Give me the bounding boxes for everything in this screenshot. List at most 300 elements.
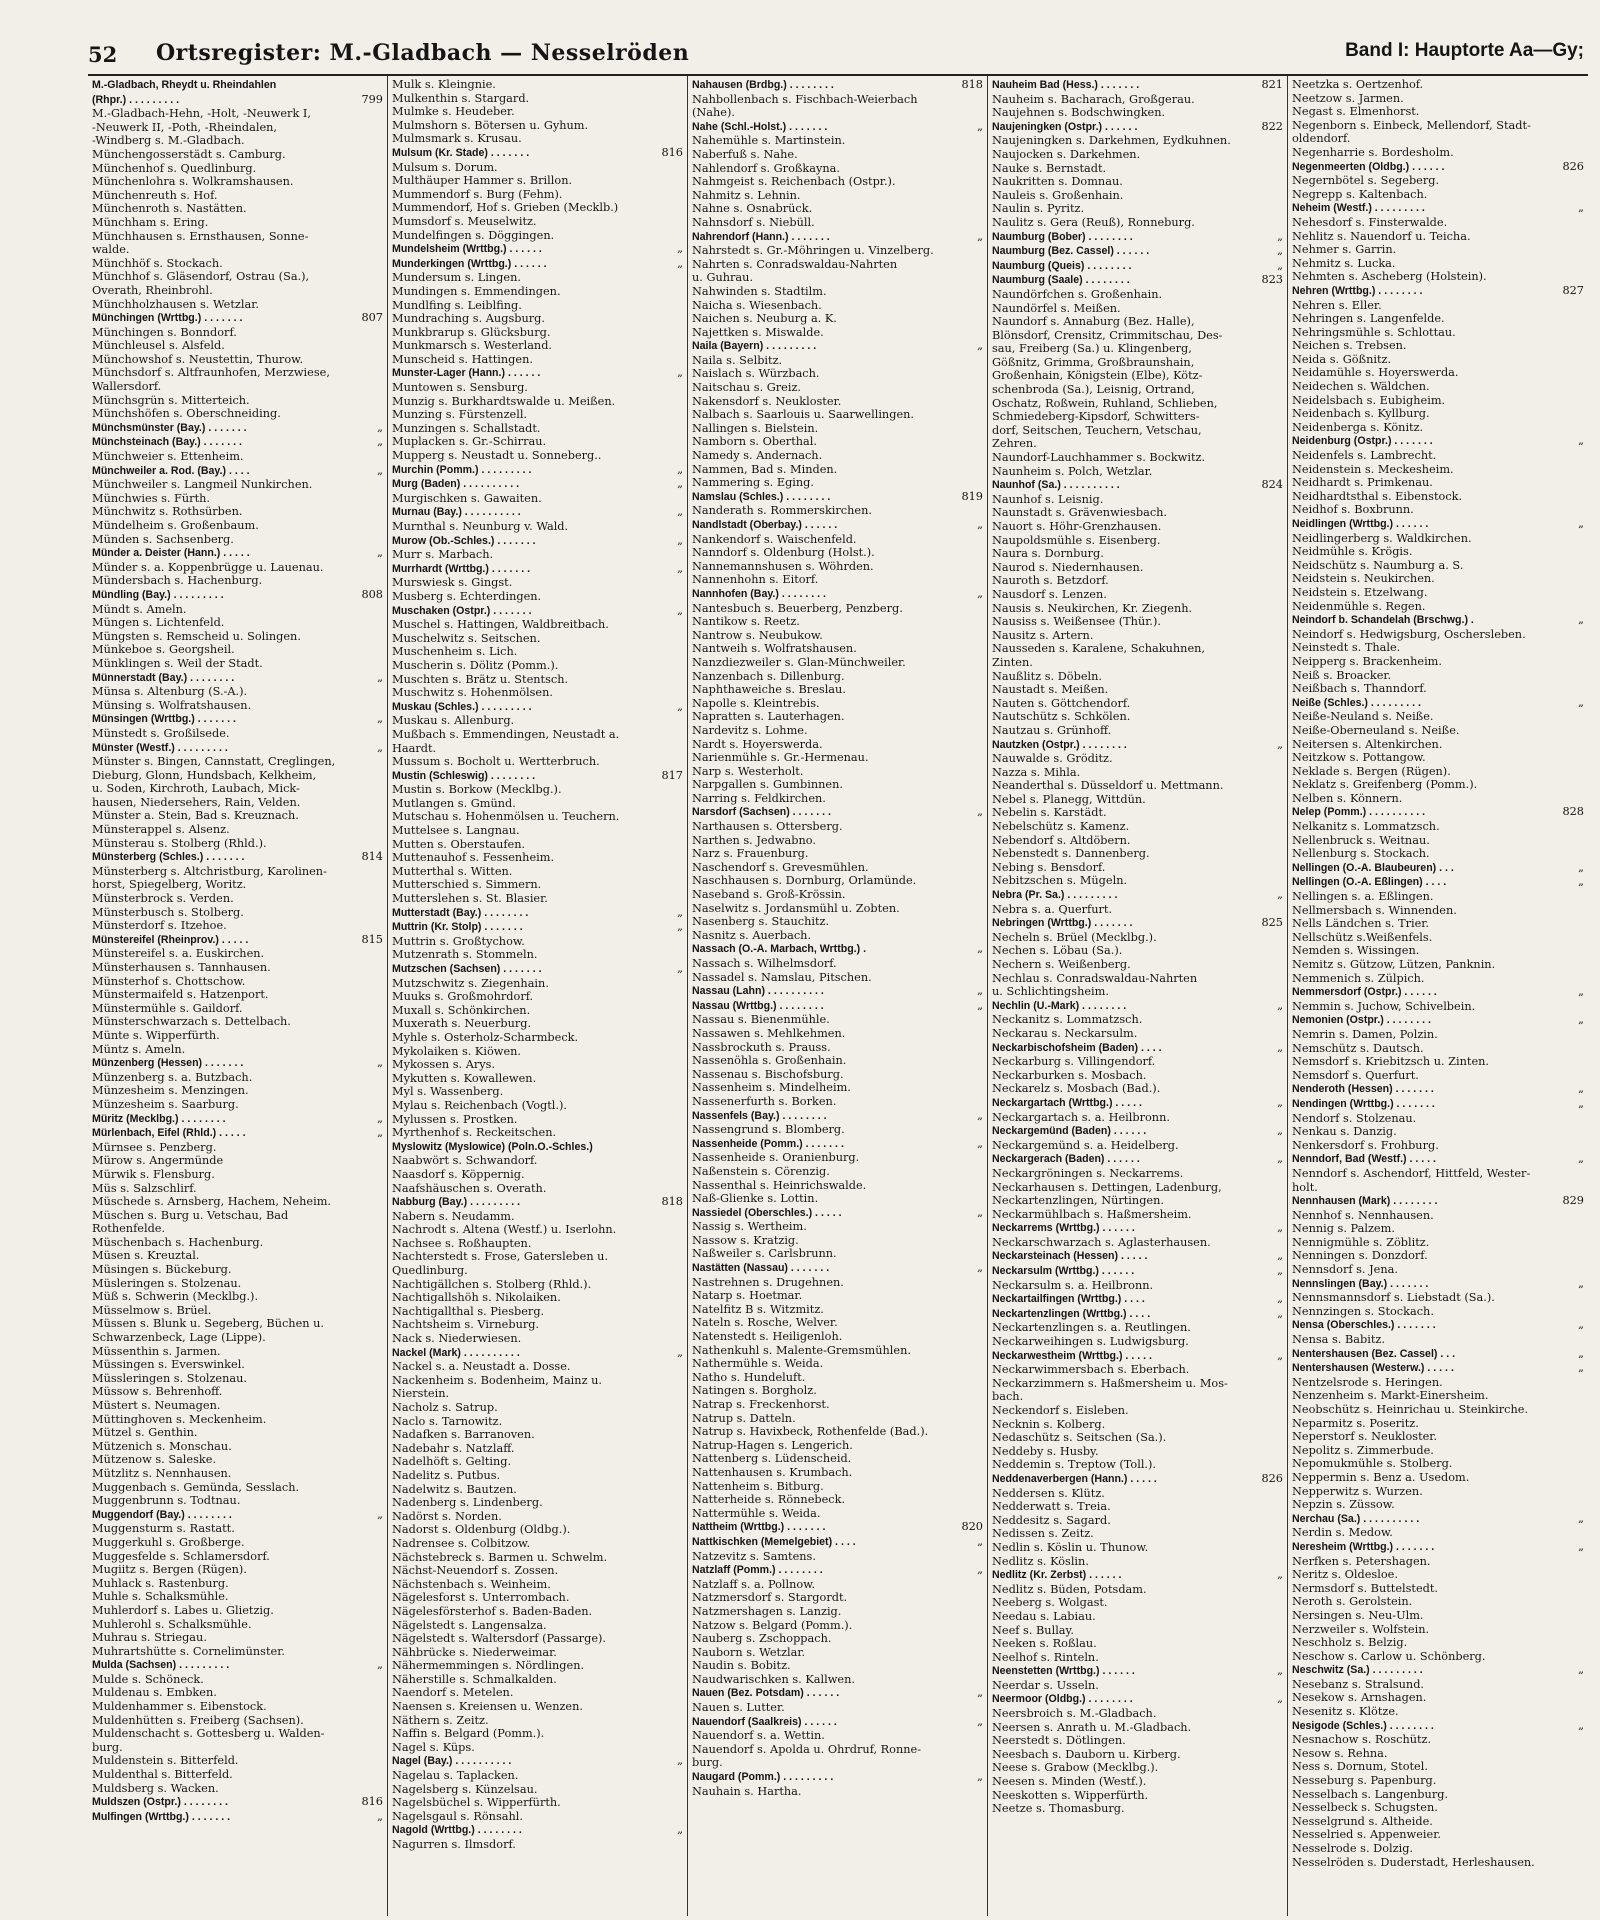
index-entry [1292,1112,1584,1126]
entry-text: Mürnsee s. Penzberg. [92,1140,217,1154]
index-entry [692,1151,983,1165]
index-entry [992,670,1283,684]
index-entry [692,93,983,107]
entry-page-ref: „ [677,561,683,575]
index-entry [692,1632,983,1646]
index-entry [692,148,983,162]
entry-text: Nachrodt s. Altena (Westf.) u. Iserlohn. [392,1223,617,1237]
entry-page-ref: 818 [961,78,983,91]
entry-text: Mundersum s. Lingen. [392,271,521,285]
entry-text: Nehmitz s. Lucka. [1292,256,1396,270]
index-entry [1292,1249,1584,1263]
index-entry [392,366,683,381]
entry-text: Nennsdorf s. Jena. [1292,1263,1398,1277]
index-entry [692,1234,983,1248]
index-entry [1292,1733,1584,1747]
entry-text: Münchsmünster (Bay.) . . . . . . . [92,421,247,434]
index-entry [392,422,683,436]
entry-page-ref: „ [677,462,683,476]
index-entry [692,1770,983,1785]
index-entry [992,1377,1283,1391]
entry-page-ref: 808 [361,587,383,601]
index-entry [1292,792,1584,806]
index-entry [992,134,1283,148]
entry-text: Mulmshorn s. Bötersen u. Gyhum. [392,118,589,132]
entry-text: Neidenberga s. Könitz. [1292,420,1424,434]
entry-page-ref: „ [677,1823,683,1837]
index-entry [392,1700,683,1714]
entry-text: Münchholzhausen s. Wetzlar. [92,297,259,311]
entry-text: Mummendorf, Hof s. Grieben (Mecklb.) [392,201,619,215]
index-entry [992,437,1283,451]
entry-text: Mustin (Schleswig) . . . . . . . . [392,769,536,782]
running-title: Ortsregister: M.-Gladbach — Nesselröden [156,40,690,66]
index-entry [392,742,683,756]
entry-text: Murnau (Bay.) . . . . . . . . . . [392,506,521,519]
index-entry [92,478,383,492]
entry-text: Nagel (Bay.) . . . . . . . . . . [392,1755,512,1768]
entry-text: Neidenfels s. Lambrecht. [1292,449,1437,463]
index-entry [392,105,683,119]
entry-page-ref: „ [1578,1152,1584,1166]
index-entry [92,435,383,450]
entry-page-ref: „ [1578,1718,1584,1732]
entry-text: Mündersbach s. Hachenburg. [92,574,263,588]
entry-text: Nagelsberg s. Künzelsau. [392,1782,538,1796]
entry-page-ref: „ [1277,1040,1283,1054]
index-entry [92,1126,383,1141]
index-entry [92,505,383,519]
entry-text: Narienmühle s. Gr.-Hermenau. [692,751,869,765]
entry-text: Mulda (Sachsen) . . . . . . . . . [92,1659,230,1672]
entry-text: Nackel s. a. Neustadt a. Dosse. [392,1360,571,1374]
entry-page-ref: „ [1277,1568,1283,1582]
index-entry [92,947,383,961]
index-entry [92,1249,383,1263]
index-entry [692,435,983,449]
index-entry [392,505,683,520]
entry-page-ref: „ [1277,1348,1283,1362]
entry-text: Myslowitz (Myslowice) (Poln.O.-Schles.) [392,1140,593,1153]
index-entry [1292,559,1584,573]
index-entry [392,1099,683,1113]
index-entry [992,189,1283,203]
entry-text: Neef s. Bullay. [992,1623,1075,1637]
index-entry [692,573,983,587]
index-entry [992,1082,1283,1096]
entry-page-ref: „ [1277,1292,1283,1306]
index-entry [692,120,983,135]
entry-text: Nerfken s. Petershagen. [1292,1554,1431,1568]
index-entry [992,451,1283,465]
entry-text: Nalbach s. Saarlouis u. Saarwellingen. [692,408,914,422]
index-entry [92,1168,383,1182]
entry-page-ref: „ [977,998,983,1012]
entry-text: Neetze s. Thomasburg. [992,1802,1125,1816]
index-entry [92,1236,383,1250]
entry-page-ref: „ [1578,517,1584,530]
index-entry [992,820,1283,834]
entry-text: Neschholz s. Belzig. [1292,1636,1408,1650]
index-entry [92,837,383,851]
entry-text: Nenndorf s. Aschendorf, Hittfeld, Wester- [1292,1166,1531,1180]
entry-text: Näthern s. Zeitz. [392,1713,489,1727]
entry-text: Mundlfing s. Leiblfing. [392,298,522,312]
entry-text: Nassbrockuth s. Prauss. [692,1040,831,1054]
entry-text: Nagelau s. Taplacken. [392,1769,519,1783]
entry-text: Nauendorf s. Apolda u. Ohrdruf, Ronne- [692,1742,922,1756]
entry-page-ref: „ [1578,860,1584,874]
index-entry [92,93,383,108]
entry-text: Naabwört s. Schwandorf. [392,1154,538,1168]
entry-text: Münchsteinach (Bay.) . . . . . . . [92,436,242,449]
index-entry [392,977,683,991]
entry-text: Myhle s. Osterholz-Scharmbeck. [392,1030,579,1044]
entry-text: Nastätten (Nassau) . . . . . . . [692,1262,830,1275]
entry-page-ref: „ [677,1754,683,1768]
entry-text: Muhrau s. Striegau. [92,1631,207,1645]
index-entry [392,948,683,962]
entry-text: Neckanitz s. Lommatzsch. [992,1013,1143,1027]
index-entry [692,1247,983,1261]
index-entry [692,915,983,929]
index-entry [92,202,383,216]
entry-text: Nemsdorf s. Querfurt. [1292,1068,1419,1082]
entry-page-ref: 815 [361,932,383,946]
index-entry [1292,92,1584,106]
entry-text: Nesselbeck s. Schugsten. [1292,1801,1438,1815]
entry-text: Nagelsbüchel s. Wipperfürth. [392,1796,561,1810]
entry-text: Nachtigallthal s. Piesberg. [392,1304,545,1318]
entry-text: Nemmersdorf (Ostpr.) . . . . . . [1292,986,1437,999]
entry-text: Neckartenzlingen (Wrttbg.) . . . . [992,1307,1151,1320]
entry-text: Natrap s. Freckenhorst. [692,1398,830,1411]
index-entry [392,229,683,243]
index-entry [92,1810,383,1825]
entry-text: Myrthenhof s. Reckeitschen. [392,1126,557,1140]
index-entry [392,714,683,728]
entry-page-ref: „ [977,518,983,531]
entry-text: Nedissen s. Zeitz. [992,1527,1094,1541]
entry-text: Muggerkuhl s. Großberge. [92,1535,245,1549]
entry-text: Neidechen s. Wäldchen. [1292,380,1430,394]
index-entry [92,1399,383,1413]
index-entry [1292,1842,1584,1856]
entry-text: Mündelheim s. Großenbaum. [92,519,259,532]
index-entry [1292,724,1584,738]
index-entry [392,686,683,700]
entry-text: Namborn s. Oberthal. [692,435,817,449]
index-entry [1292,696,1584,711]
entry-text: Nassiedel (Oberschles.) . . . . . [692,1206,842,1219]
index-entry [992,1167,1283,1181]
entry-text: Nesow s. Rehna. [1292,1746,1388,1760]
entry-page-ref: „ [1578,1318,1584,1332]
index-entry [92,1071,383,1085]
entry-text: Neheim (Westf.) . . . . . . . . . [1292,202,1425,215]
index-entry [92,1413,383,1427]
index-entry [92,1467,383,1481]
index-entry [1292,490,1584,504]
index-entry [1292,861,1584,876]
entry-text: Neparmitz s. Poseritz. [1292,1416,1419,1430]
entry-text: Naasdorf s. Köppernig. [392,1167,525,1181]
entry-text: Nierstein. [392,1387,450,1401]
index-entry [392,1714,683,1728]
index-entry [92,284,383,298]
index-entry [392,1113,683,1127]
index-entry [692,422,983,436]
entry-text: Naustadt s. Meißen. [992,683,1109,697]
index-entry [1292,1125,1584,1139]
index-entry [992,561,1283,575]
entry-page-ref: 820 [961,1520,983,1534]
entry-page-ref: 827 [1562,283,1584,297]
entry-text: Nassenthal s. Heinrichswalde. [692,1178,867,1192]
entry-text: Neiß s. Broacker. [1292,668,1392,682]
entry-text: Naunheim s. Polch, Wetzlar. [992,464,1153,478]
index-entry [1292,613,1584,628]
entry-text: Münchsgrün s. Mitterteich. [92,393,250,407]
index-entry [392,1496,683,1510]
index-entry [392,242,683,257]
entry-text: Nells Ländchen s. Trier. [1292,917,1430,931]
entry-text: Muggenbrunn s. Todtnau. [92,1494,241,1508]
index-entry [692,202,983,216]
entry-text: u. Soden, Kirchroth, Laubach, Mick- [92,782,300,796]
entry-text: Münsterhof s. Chottschow. [92,974,246,988]
entry-page-ref: „ [1578,875,1584,889]
index-entry [1292,628,1584,642]
index-entry [92,1317,383,1331]
index-entry [1292,890,1584,904]
entry-text: Nadafken s. Barranoven. [392,1428,535,1442]
entry-page-ref: 825 [1261,916,1283,930]
entry-text: Munster-Lager (Hann.) . . . . . . [392,367,541,380]
entry-text: Naß-Glienke s. Lottin. [692,1192,819,1206]
index-entry [392,435,683,449]
entry-text: Naujehnen s. Bodschwingken. [992,106,1166,120]
index-entry [392,326,683,340]
index-entry [392,1469,683,1483]
index-entry [1292,257,1584,271]
entry-text: Müttinghoven s. Meckenheim. [92,1412,267,1426]
entry-text: Nagelsgaul s. Rönsahl. [392,1809,523,1823]
entry-text: Neidlingerberg s. Waldkirchen. [1292,531,1472,545]
index-entry [392,1510,683,1524]
entry-text: Nallingen s. Bielstein. [692,421,819,435]
entry-text: Oschatz, Roßwein, Ruhland, Schlieben, [992,396,1218,410]
entry-text: Nächstebreck s. Barmen u. Schwelm. [392,1550,608,1564]
entry-text: Neida s. Gößnitz. [1292,352,1392,366]
entry-text: Nentershausen (Westerw.) . . . . . [1292,1362,1454,1375]
entry-text: Naßenstein s. Cörenzig. [692,1164,830,1178]
index-entry [692,1137,983,1152]
entry-text: Münchenhof s. Quedlinburg. [92,161,257,175]
entry-page-ref: 821 [1261,78,1283,91]
entry-text: Münchingen (Wrttbg.) . . . . . . . [92,312,243,325]
entry-text: Muldenau s. Embken. [92,1686,217,1700]
index-entry [92,865,383,879]
entry-text: Nadebahr s. Natzlaff. [392,1441,515,1455]
index-entry [392,604,683,619]
index-entry [692,299,983,313]
entry-text: schenbroda (Sa.), Leisnig, Ortrand, [992,383,1195,397]
entry-text: Haardt. [392,741,437,755]
entry-text: Mutterstadt (Bay.) . . . . . . . . [392,906,529,919]
index-entry [1292,463,1584,477]
entry-text: Naseband s. Groß-Krössin. [692,888,846,902]
entry-text: Muntowen s. Sensburg. [392,381,528,395]
index-entry [992,493,1283,507]
entry-text: Münnerstadt (Bay.) . . . . . . . . [92,671,235,684]
entry-text: Neckarwestheim (Wrttbg.) . . . . . [992,1349,1152,1362]
entry-text: Nardt s. Hoyerswerda. [692,737,823,751]
entry-text: Münsingen (Wrttbg.) . . . . . . . [92,713,236,726]
index-entry [992,397,1283,411]
index-entry [92,148,383,162]
index-entry [392,1291,683,1305]
entry-text: Nahausen (Brdbg.) . . . . . . . . [692,79,834,91]
index-entry [392,1318,683,1332]
index-entry [692,1439,983,1453]
entry-text: Naußlitz s. Döbeln. [992,669,1102,683]
entry-text: Neetzka s. Oertzenhof. [1292,78,1424,91]
index-entry [692,778,983,792]
index-entry [992,1458,1283,1472]
index-entry [1292,1568,1584,1582]
index-entry [392,1126,683,1140]
index-entry [1292,1000,1584,1014]
entry-text: Nersingen s. Neu-Ulm. [1292,1608,1424,1622]
entry-text: Naicha s. Wiesenbach. [692,298,822,312]
entry-text: Naujeningken s. Darkehmen, Eydkuhnen. [992,134,1231,148]
index-entry [992,1775,1283,1789]
index-column-1 [88,76,388,1916]
entry-text: Negenharrie s. Bordesholm. [1292,145,1454,159]
index-entry [692,1535,983,1550]
index-entry [1292,1403,1584,1417]
entry-text: Nägelstedt s. Waltersdorf (Passarge). [392,1632,607,1646]
entry-text: Mulmke s. Heudeber. [392,105,515,119]
index-entry [692,629,983,643]
index-entry [92,892,383,906]
entry-text: hausen, Niedersehers, Rain, Velden. [92,795,301,809]
entry-text: Müritz (Mecklbg.) . . . . . . . . [92,1112,226,1125]
entry-text: Neidenburg (Ostpr.) . . . . . . . [1292,435,1433,448]
entry-page-ref: „ [677,477,683,491]
entry-text: Nebing s. Bensdorf. [992,860,1106,874]
entry-text: Müstert s. Neumagen. [92,1399,221,1412]
entry-text: Münster s. Bingen, Cannstatt, Creglingen, [92,755,336,769]
entry-text: Nauleis s. Großenhain. [992,188,1124,202]
entry-text: Müngsten s. Remscheid u. Solingen. [92,629,301,643]
index-entry [692,861,983,875]
index-entry [992,1096,1283,1111]
index-entry [92,1182,383,1196]
entry-text: Münchweiler a. Rod. (Bay.) . . . . [92,464,250,477]
index-entry [92,643,383,657]
entry-text: Ness s. Dornum, Stotel. [1292,1760,1428,1774]
entry-text: Namslau (Schles.) . . . . . . . . [692,490,831,503]
index-entry [92,1015,383,1029]
index-entry [992,656,1283,670]
entry-text: Muldenthal s. Bitterfeld. [92,1768,233,1782]
entry-text: Neeken s. Roßlau. [992,1637,1097,1651]
entry-text: Nenningen s. Donzdorf. [1292,1249,1428,1263]
entry-text: Mykolaiken s. Kiöwen. [392,1044,522,1058]
index-entry [992,1541,1283,1555]
entry-text: Münte s. Wipperfürth. [92,1028,220,1042]
entry-text: Nadrensee s. Colbitzow. [392,1536,531,1550]
entry-text: Nesebanz s. Stralsund. [1292,1677,1425,1691]
index-entry [92,782,383,796]
index-entry [1292,1361,1584,1376]
entry-page-ref: „ [1277,1306,1283,1320]
entry-text: Nadenberg s. Lindenberg. [392,1496,543,1510]
index-entry [992,1748,1283,1762]
entry-text: Nagel s. Küps. [392,1740,475,1754]
index-entry [992,315,1283,329]
index-entry [692,971,983,985]
index-entry [692,656,983,670]
index-entry [992,1264,1283,1279]
entry-text: Nausseden s. Karalene, Schakuhnen, [992,642,1205,656]
index-entry [992,534,1283,548]
index-entry [692,957,983,971]
index-entry [92,727,383,741]
index-entry [392,1605,683,1619]
entry-text: Naulin s. Pyritz. [992,202,1085,216]
index-entry [1292,105,1584,119]
entry-text: Nemonien (Ostpr.) . . . . . . . . [1292,1014,1431,1027]
entry-text: Muscherin s. Dölitz (Pomm.). [392,658,559,672]
entry-text: Necheln s. Brüel (Mecklbg.). [992,930,1157,944]
index-entry [392,935,683,949]
index-entry [92,1002,383,1016]
entry-text: Mutzschwitz s. Ziegenhain. [392,976,549,990]
entry-text: Naafshäuschen s. Overath. [392,1181,547,1195]
entry-text: Muttrin s. Großtychow. [392,934,525,948]
entry-page-ref: „ [977,1770,983,1784]
entry-text: Naupoldsmühle s. Eisenberg. [992,533,1161,547]
entry-text: burg. [692,1756,723,1770]
entry-text: Natingen s. Borgholz. [692,1384,817,1398]
entry-page-ref: „ [377,546,383,560]
index-entry [692,615,983,629]
index-entry [92,975,383,989]
entry-text: Muhle s. Schalksmühle. [92,1590,229,1604]
entry-text: Mutterthal s. Witten. [392,864,513,878]
entry-text: Münchweier s. Ettenheim. [92,450,244,464]
index-entry [392,1031,683,1045]
entry-page-ref: „ [1277,1221,1283,1235]
entry-page-ref: „ [377,463,383,477]
index-entry [692,449,983,463]
entry-text: Nerzweiler s. Wolfstein. [1292,1622,1430,1636]
index-entry [692,339,983,354]
index-entry [92,1536,383,1550]
entry-text: Neppermin s. Benz a. Usedom. [1292,1470,1470,1484]
index-entry [1292,1082,1584,1097]
index-entry [392,201,683,215]
entry-text: Negast s. Elmenhorst. [1292,105,1420,119]
entry-text: Nähbrücke s. Niederweimar. [392,1645,557,1659]
index-entry [992,93,1283,107]
entry-page-ref: „ [977,942,983,956]
entry-text: Naberfuß s. Nahe. [692,147,798,161]
entry-page-ref: „ [1277,1249,1283,1263]
